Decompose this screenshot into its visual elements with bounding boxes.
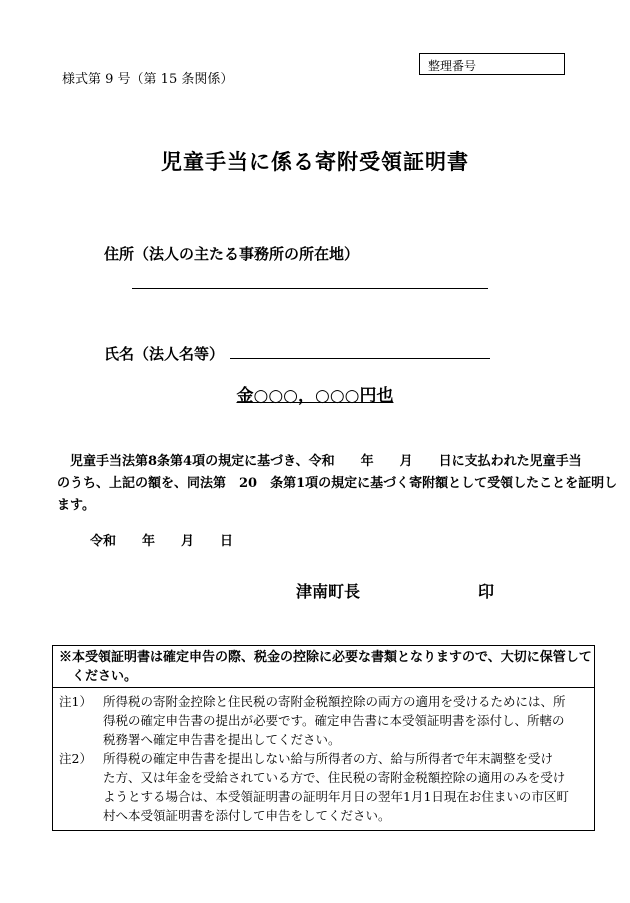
note-tag: 注2） xyxy=(59,751,92,766)
note-line: 所得税の確定申告書を提出しない給与所得者の方、給与所得者で年末調整を受け xyxy=(103,751,554,766)
note-line: ようとする場合は、本受領証明書の証明年月日の翌年1月1日現在お住まいの市区町 xyxy=(103,789,569,804)
issuer-title: 津南町長 xyxy=(296,582,361,601)
reference-number-box[interactable] xyxy=(419,53,565,75)
name-field-line[interactable] xyxy=(230,358,490,359)
certification-line: ます。 xyxy=(57,498,95,513)
name-label: 氏名（法人名等） xyxy=(104,345,225,363)
reference-number-label: 整理番号 xyxy=(428,59,477,73)
notice-box xyxy=(52,645,595,831)
certification-text xyxy=(57,451,618,517)
note-tag: 注1） xyxy=(59,694,92,709)
notice-heading-line: ※本受領証明書は確定申告の際、税金の控除に必要な書類となりますので、大切に保管して xyxy=(59,650,592,665)
donation-amount: 金○○○，○○○円也 xyxy=(236,386,394,406)
address-label: 住所（法人の主たる事務所の所在地） xyxy=(104,245,360,263)
note-line: た方、又は年金を受給されている方で、住民税の寄附金税額控除の適用のみを受け xyxy=(103,770,566,785)
seal-mark: 印 xyxy=(478,582,495,601)
certification-line: のうち、上記の額を、同法第 20 条第1項の規定に基づく寄附額として受領したことを証明し xyxy=(57,476,618,491)
form-number: 様式第 9 号（第 15 条関係） xyxy=(62,72,234,87)
notice-heading xyxy=(53,646,594,688)
note-line: 税務署へ確定申告書を提出してください。 xyxy=(103,732,341,747)
note-line: 得税の確定申告書の提出が必要です。確定申告書に本受領証明書を添付し、所轄の xyxy=(103,713,565,728)
note-line: 村へ本受領証明書を添付して申告をしてください。 xyxy=(103,808,391,823)
document-title: 児童手当に係る寄附受領証明書 xyxy=(161,149,469,174)
notice-heading-line: ください。 xyxy=(59,669,138,684)
issue-date: 令和 年 月 日 xyxy=(90,534,234,549)
note-line: 所得税の寄附金控除と住民税の寄附金税額控除の両方の適用を受けるためには、所 xyxy=(103,694,566,709)
address-field-line[interactable] xyxy=(132,288,488,289)
certification-line: 児童手当法第8条第4項の規定に基づき、令和 年 月 日に支払われた児童手当 xyxy=(57,454,582,469)
